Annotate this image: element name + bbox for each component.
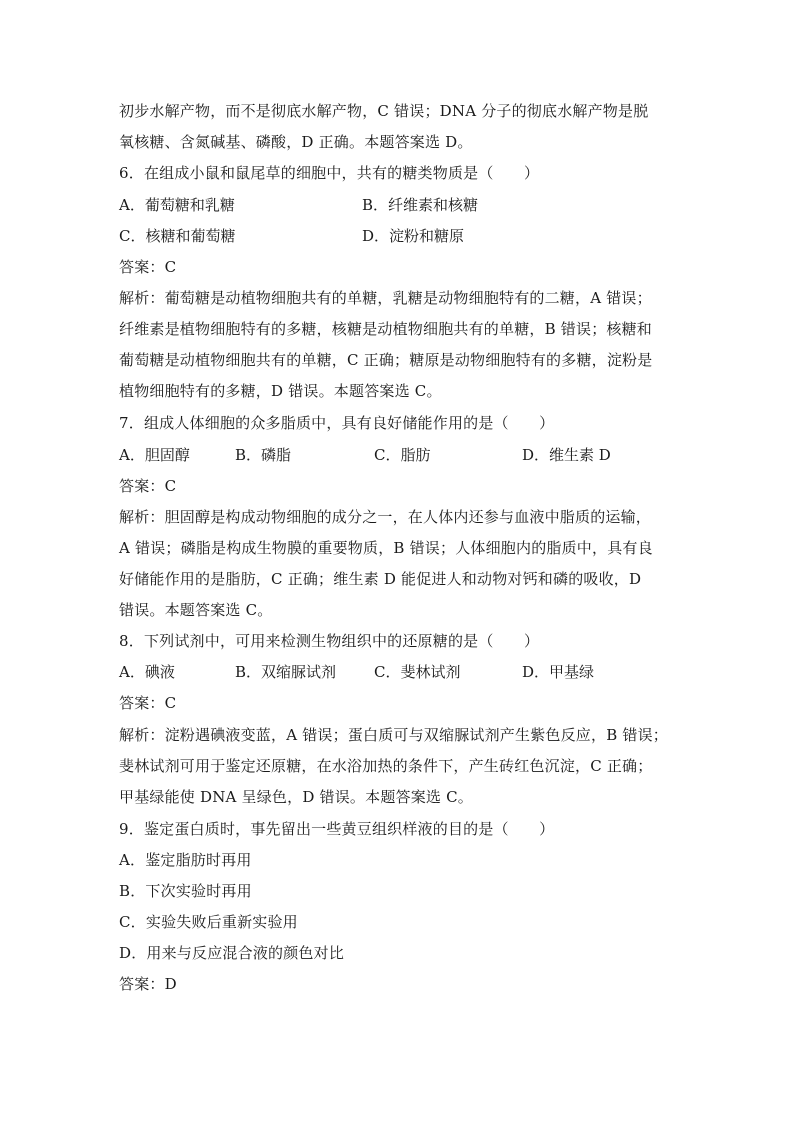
q6-answer: 答案：C	[119, 258, 177, 276]
q6-explanation-line: 解析：葡萄糖是动植物细胞共有的单糖，乳糖是动物细胞特有的二糖，A 错误；	[119, 289, 652, 307]
q8-explanation-line: 斐林试剂可用于鉴定还原糖，在水浴加热的条件下，产生砖红色沉淀，C 正确；	[119, 757, 653, 775]
q9-option-c: C．实验失败后重新实验用	[119, 913, 298, 931]
q8-answer: 答案：C	[119, 694, 177, 712]
question-9-stem: 9．鉴定蛋白质时，事先留出一些黄豆组织样液的目的是（ ）	[119, 820, 555, 838]
question-6-stem: 6．在组成小鼠和鼠尾草的细胞中，共有的糖类物质是（ ）	[119, 164, 540, 182]
q6-option-b: B．纤维素和核糖	[362, 196, 479, 214]
q8-option-c: C．斐林试剂	[374, 663, 461, 681]
q6-option-d: D．淀粉和糖原	[362, 227, 465, 245]
q7-option-c: C．脂肪	[374, 446, 431, 464]
q6-option-a: A．葡萄糖和乳糖	[119, 196, 235, 214]
q6-explanation-line: 纤维素是植物细胞特有的多糖，核糖是动植物细胞共有的单糖，B 错误；核糖和	[119, 320, 652, 338]
q7-explanation-line: A 错误；磷脂是构成生物膜的重要物质，B 错误；人体细胞内的脂质中，具有良	[119, 539, 653, 557]
q7-explanation-line: 解析：胆固醇是构成动物细胞的成分之一，在人体内还参与血液中脂质的运输，	[119, 508, 652, 526]
q8-option-b: B．双缩脲试剂	[235, 663, 337, 681]
q8-explanation-line: 解析：淀粉遇碘液变蓝，A 错误；蛋白质可与双缩脲试剂产生紫色反应，B 错误；	[119, 726, 668, 744]
q9-option-d: D．用来与反应混合液的颜色对比	[119, 944, 345, 962]
q8-option-a: A．碘液	[119, 663, 175, 681]
paragraph-line: 初步水解产物，而不是彻底水解产物，C 错误；DNA 分子的彻底水解产物是脱	[119, 102, 649, 120]
q9-option-a: A．鉴定脂肪时再用	[119, 851, 252, 869]
q6-explanation-line: 葡萄糖是动植物细胞共有的单糖，C 正确；糖原是动物细胞特有的多糖，淀粉是	[119, 351, 653, 369]
q9-option-b: B．下次实验时再用	[119, 882, 252, 900]
q6-option-c: C．核糖和葡萄糖	[119, 227, 236, 245]
q7-option-d: D．维生素 D	[522, 446, 611, 464]
q7-explanation-line: 错误。本题答案选 C。	[119, 601, 273, 619]
question-7-stem: 7．组成人体细胞的众多脂质中，具有良好储能作用的是（ ）	[119, 414, 555, 432]
q7-option-a: A．胆固醇	[119, 446, 190, 464]
q7-option-b: B．磷脂	[235, 446, 292, 464]
q6-explanation-line: 植物细胞特有的多糖，D 错误。本题答案选 C。	[119, 382, 442, 400]
paragraph-line: 氧核糖、含氮碱基、磷酸，D 正确。本题答案选 D。	[119, 133, 473, 151]
q7-answer: 答案：C	[119, 477, 177, 495]
q9-answer: 答案：D	[119, 975, 177, 993]
q8-explanation-line: 甲基绿能使 DNA 呈绿色，D 错误。本题答案选 C。	[119, 788, 473, 806]
q7-explanation-line: 好储能作用的是脂肪，C 正确；维生素 D 能促进人和动物对钙和磷的吸收，D	[119, 570, 642, 588]
question-8-stem: 8．下列试剂中，可用来检测生物组织中的还原糖的是（ ）	[119, 632, 540, 650]
q8-option-d: D．甲基绿	[522, 663, 595, 681]
